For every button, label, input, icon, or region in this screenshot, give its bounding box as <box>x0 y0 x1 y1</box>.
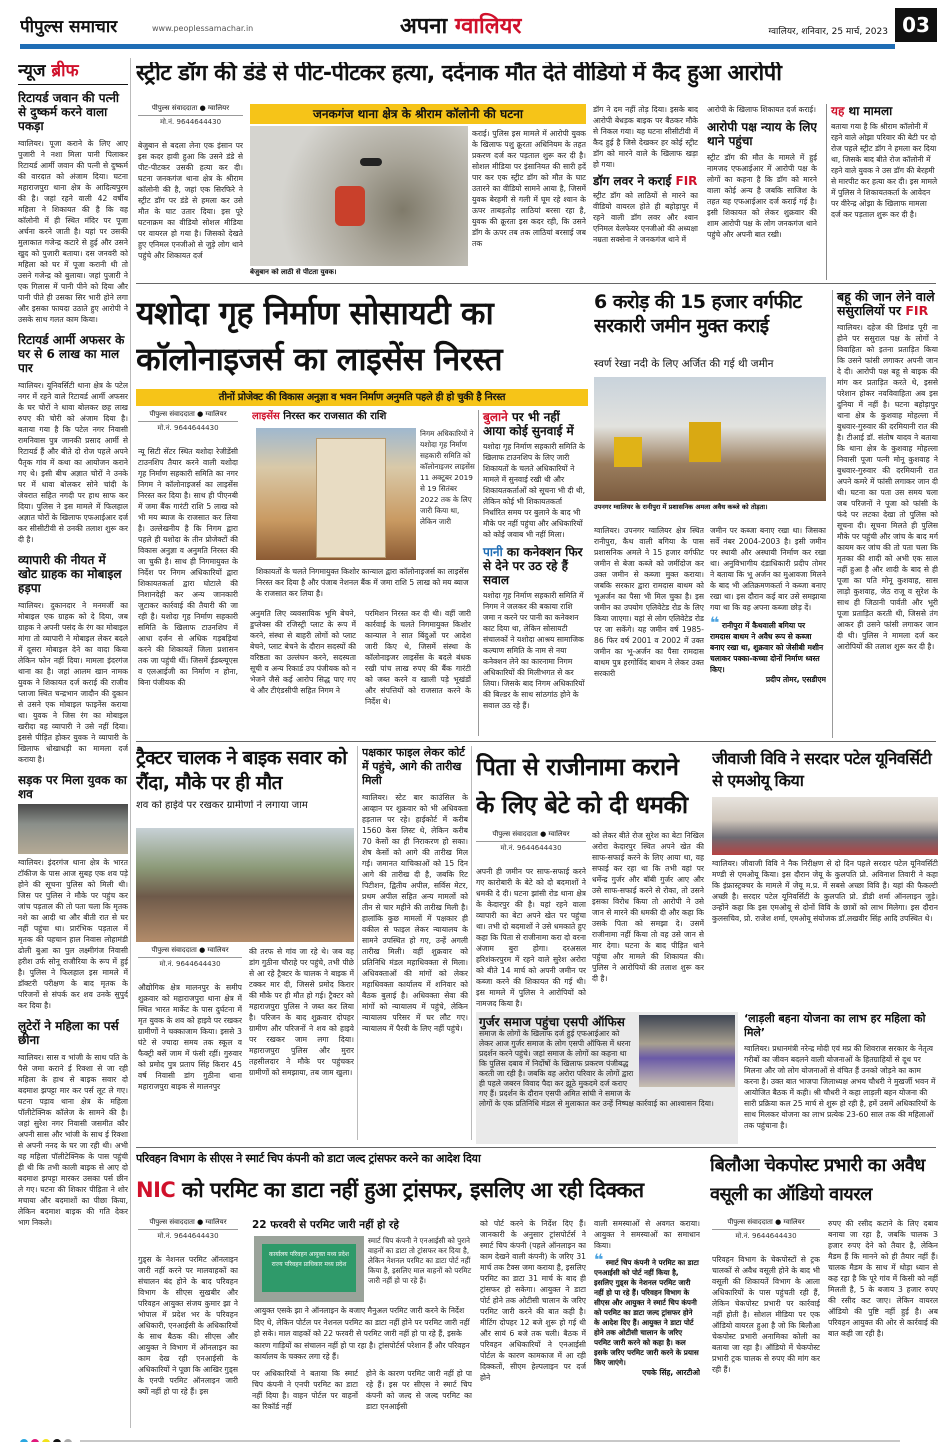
grey-mark <box>64 1439 72 1442</box>
dowry-story <box>832 290 938 738</box>
dog-sub-fir: डॉग लवर ने कराई FIR <box>593 174 698 188</box>
threat-headline: पिता से राजीनामा कराने के लिए बेटे को दी धमकी <box>476 753 688 819</box>
section-title-b: ग्वालियर <box>454 14 522 39</box>
brief-text: ग्वालियर। दुकानदार ने मनमर्जी का मोबाइल एक ग्राहक को दे दिया, जब ग्राहक ने अपनी पसंद के रंग का मोबाइल मांगा तो व्यापारी ने मोबाइल लेकर बदले में दूसरा मोबाइल देने का वादा किया लेकिन फोन नहीं दिया। मामला इंदरगंज थाना का है। जहां आलम खान नामक युवक ने शिकायत दर्ज कराई की राजीव प्लाजा स्थित चन्द्रभान जादौन की दुकान से उसने एक मोबाइल फाइनेंस कराया था। युवक ने जिस रंग का मोबाइल खरीदा वह व्यापारी ने उसे नहीं दिया। इससे पीड़ित होकर युवक ने व्यापारी के खिलाफ धोखाधड़ी का मामला दर्ज कराया है। <box>18 601 128 764</box>
nic-byline: पीपुल्स संवाददाता ● ग्वालियर मो.नं. 9644644430 <box>138 1218 238 1241</box>
nic-col4: को पोर्ट करने के निर्देश दिए हैं। जानकारी के अनुसार ट्रांसपोर्टर्स ने स्मार्ट चिप कंपनी (पहले ऑनलाइन का काम देखने वाली कंपनी) के जरिए 31 मार्च तक टैक्स जमा कराया है, इसलिए परमिट का डाटा 31 मार्च के बाद ही ट्रांसफर हो सकेगा। आयुक्त ने डाटा पोर्ट होने तक ओटीसी चालान के जरिए परमिट जारी करने की बात कही है। मीटिंग दोपहर 12 बजे शुरू हो गई थी और सायं 6 बजे तक चली। बैठक में परिवहन अधिकारियों ने एनआईसी पोर्टल के कारण कामकाज में आ रही दिक्कतों, सीएम हेल्पलाइन पर दर्ज होने <box>480 1219 586 1382</box>
section-rule <box>136 283 936 284</box>
threat-col1: अपनी ही जमीन पर साफ-सफाई करने गए कारोबारी के बेटे को दो बदमाशों ने धमकी दे दी। घटना झांसी रोड थाना क्षेत्र के केदारपुर की है। यहां रहने वाला व्यापारी का बेटा अपने खेत पर पहुंचा था। तभी दो बदमाशों ने उसे धमकाते हुए कहा कि पिता से राजीनामा करा दो वरना अंजाम बुरा होगा। दरअसल हरिशंकरपुरम में रहने वाले सुरेश अरोरा को बीते 14 मार्च को अपनी जमीन पर कब्जा करने की शिकायत की गई थी। इस मामले में पुलिस ने आरोपियों को नामजद किया है। <box>476 867 586 1008</box>
biloua-byline: पीपुल्स संवाददाता ● ग्वालियर मो.नं. 9644644430 <box>712 1218 820 1241</box>
column-divider <box>357 746 358 1140</box>
tractor-byline: पीपुल्स संवाददाता ● ग्वालियर मो.नं. 9644644430 <box>138 946 242 969</box>
yashoda-headline-1: यशोदा गृह निर्माण सोसायटी का <box>136 294 494 332</box>
nic-quote-by: एचके सिंह, आरटीओ <box>642 1368 700 1377</box>
transport-office-sign-photo <box>254 1236 364 1302</box>
land-col1: ग्वालियर। उपनगर ग्वालियर क्षेत्र स्थित रानीपुरा, कैथ वाली बगिया के पास प्रशासनिक अमले ने 15 हजार वर्गफीट जमीन से बेजा कब्जे को जमींदोज कर उक्त जमीन से कब्जा मुक्त कराया। जबकि सरकार द्वारा रामदास बाथम को भूअर्जन का पैसा भी मिल चुका है। इस जमीन का उपयोग एलिवेटेड रोड के लिए किया जाएगा। यहां से लोग एलिवेटेड रोड पर जा सकेंगे। यह जमीन वर्ष 1985-86 फिर वर्ष 2001 व 2002 में उक्त जमीन का भू-अर्जन का पैसा रामदास बाथम पुत्र हरगोविंद बाथम ने लेकर उक्त सरकारी <box>594 526 704 678</box>
biloua-headline: बिलौआ चेकपोस्ट प्रभारी का अवैध वसूली का ऑडियो वायरल <box>710 1155 925 1205</box>
yashoda-side-text2: यशोदा गृह निर्माण सहकारी समिति में निगम ने जलकर की बकाया राशि जमा न करने पर पानी का कनेक्शन काट दिया था, लेकिन सोसायटी संचालकों ने यशोदा आश्रय सामाजिक कल्याण समिति के नाम से नया कनेक्शन लेने का कारनामा निगम अधिकारियों की मिलीभगत से कर लिया। जिसके बाद निगम अधिकारियों की बिल्डर के साथ सांठगांठ होने के सवाल उठ रहे हैं। <box>483 591 585 710</box>
yashoda-photo-kicker: लाइसेंस निरस्त कर राजसात की राशि <box>252 411 387 422</box>
nic-box-side: स्मार्ट चिप कंपनी ने एनआईसी को पुराने वाहनों का डाटा तो ट्रांसफर कर दिया है, लेकिन नेशनल परमिट का डाटा पोर्ट नहीं किया है, इसलिए माल वाहनों को परमिट जारी नहीं हो पा रहे हैं। <box>368 1236 472 1285</box>
dog-col3b-text: स्ट्रीट डॉग को लाठियों से मारने का वीडियो वायरल होते ही बहोड़ापुर में रहने वाली डॉग लवर और श्वान एनिमल वेलफेयर एनजीओ की अध्यक्षा नम्रता सक्सेना ने जनकगंज थाने में <box>593 191 698 244</box>
person-shape <box>335 186 365 226</box>
biloua-col2: रुपए की रसीद कटाने के लिए दबाव बनाया जा रहा है, जबकि चालक 3 हजार रुपए देने को तैयार है, लेकिन मैडम हैं कि मानने को ही तैयार नहीं हैं। चालक मैडम के साथ में थोड़ा ध्यान से कह रहा है कि पूरे गांव में किसी को नहीं मिलती है, 5 के बजाय 3 हजार रुपए की रसीद कट जाए। लेकिन वायरल ऑडियो की पुष्टि नहीं हुई है। अब परिवहन आयुक्त की ओर से कार्रवाई की बात कही जा रही है। <box>828 1219 938 1338</box>
yashoda-side-sub2: पानी का कनेक्शन फिर से देने पर उठ रहे हैं सवाल <box>483 545 583 587</box>
yashoda-photo-under: शिकायतों के चलते निगमायुक्त किशोर कान्याल द्वारा कॉलोनाइजर्स का लाइसेंस निरस्त कर दिया है और पंजाब नेशनल बैंक में जमा राशि 5 लाख को मय ब्याज के राजसात कर लिया है। <box>256 567 469 598</box>
brief-title-a: न्यूज <box>18 61 46 81</box>
dog-col4a-text: आरोपी के खिलाफ शिकायत दर्ज कराई। <box>707 105 817 114</box>
tractor-col1: औद्योगिक क्षेत्र मालनपुर के समीप शुक्रवार को महाराजपुरा थाना क्षेत्र में स्थित भारत मार्केट के पास दुर्घटना में मृत युवक के शव को हाइवे पर रखकर ग्रामीणों ने चक्काजाम किया। इससे 3 घंटे से ज्यादा समय तक स्कूल व फैक्ट्री बसें जाम में फंसी रहीं। गुरुवार को प्रमोद पुत्र प्रताप सिंह किरार 45 वर्ष निवासी डांग गुठीना थाना महाराजपुरा बाइक से मालनपुर <box>138 983 242 1091</box>
threat-byline: पीपुल्स संवाददाता ● ग्वालियर मो.नं. 9644644430 <box>476 830 586 853</box>
dog-col2: कराई। पुलिस इस मामले में आरोपी युवक के खिलाफ पशु क्रूरता अधिनियम के तहत प्रकरण दर्ज कर पड़ताल शुरू कर दी है। सोशल मीडिया पर इंसानियत की सारी हदें पार कर एक स्ट्रीट डॉग को मौत के घाट उतारने का वीडियो सामने आया है, जिसमें युवक बेरहमी से गली में घूम रहे श्वान के ऊपर ताबड़तोड़ लाठियां बरसा रहा है, युवक की क्रूरता इस कदर रही, कि उसने डॉग के ऊपर तब तक लाठियां बरसाई जब तक <box>472 129 586 248</box>
jiwaji-headline: जीवाजी विवि ने सरदार पटेल यूनिवर्सिटी से एमओयू किया <box>712 749 932 790</box>
dog-shape <box>360 158 382 166</box>
gurjar-text: समाज के लोगों के खिलाफ दर्ज हुई एफआईआर को लेकर आज गुर्जर समाज के लोग एसपी ऑफिस में धरना प्रदर्शन करने पहुंचे। जहां समाज के लोगों का कहना था कि पुलिस दबाव में निर्दोषों के खिलाफ प्रकरण पंजीबद्ध करती जा रही है। जबकि वह अरोरा परिवार के लोगों द्वारा ही पहले जबरन विवाद पैदा कर झूठे मुकदमे दर्ज कराए गए हैं। प्रदर्शन के दौरान एसपी अमित सांघी ने समाज के लोगों के एक प्रतिनिधि मंडल से मुलाकात कर उन्हें निष्पक्ष कार्रवाई का आश्वासन दिया। <box>479 1029 714 1108</box>
threat-col2: को लेकर बीते रोज सुरेश का बेटा निखिल अरोरा केदारपुर स्थित अपने खेत की साफ-सफाई करने के लिए आया था, वह सफाई कर रहा था कि तभी वहां पर धर्मेन्द्र गुर्जर और बॉबी गुर्जर आए और उसे साफ-सफाई करने से रोका, तो उसने इसका विरोध किया तो आरोपी ने उसे जान से मारने की धमकी दी और कहा कि उसके पिता को समझा दे। उसमें राजीनामा नहीं किया तो वह उसे जान से मार देगा। घटना के बाद पीड़ित थाने पहुंचा और मामले की शिकायत की। पुलिस ने आरोपियों की तलाश शुरू कर दी है। <box>592 831 704 983</box>
dog-banner: जनकगंज थाना क्षेत्र के श्रीराम कॉलोनी की घटना <box>250 104 586 124</box>
yashoda-sidebar <box>478 410 586 736</box>
land-jcb-photo <box>594 377 826 501</box>
yashoda-side-text1: यशोदा गृह निर्माण सहकारी समिति के खिलाफ टाउनशिप के लिए जारी शिकायतों के चलते अधिकारियों ने मामले में सुनवाई रखी थी और शिकायतकर्ताओं को सूचना भी दी थी, लेकिन कोई भी शिकायतकर्ता निर्धारित समय पर बुलाने के बाद भी मौके पर नहीं पहुंचा और अधिकारियों को कोई जवाब भी नहीं मिला। <box>483 442 586 539</box>
dog-col3 <box>593 104 698 280</box>
biloua-col1: परिवहन विभाग के चेकपोस्टों से ट्रक चालकों से अवैध वसूली होने के बाद भी वसूली की शिकायतें विभाग के आला अधिकारियों के पास पहुंचती रही हैं, लेकिन चेकपोस्ट प्रभारी पर कार्रवाई नहीं होती है। सोशल मीडिया पर एक ऑडियो वायरल हुआ है जो कि बिलौआ चेकपोस्ट प्रभारी अनामिका कोली का बताया जा रहा है। ऑडियो में चेकपोस्ट प्रभारी ट्रक चालक से रुपए की मांग कर रही हैं। <box>712 1255 820 1374</box>
gurjar-protest-photo <box>639 1015 735 1087</box>
land-quote-by: प्रदीप तोमर, एसडीएम <box>765 675 826 684</box>
nic-col2: पर अधिकारियों ने बताया कि स्मार्ट चिप कंपनी ने एनपी परमिट का डाटा नहीं दिया है। वाहन पोर्टल पर वाहनों का रिकॉर्ड नहीं <box>252 1369 358 1411</box>
yashoda-col3: परमिशन निरस्त कर दी थी। वहीं जारी कार्रवाई के चलते निगमायुक्त किशोर कान्याल ने सात बिंदुओं पर आदेश जारी किए थे, जिसमें संस्था के कॉलोनाइजर लाइसेंस के बदले बंधक रखी पांच लाख रुपए की बैंक गारंटी को जब्त करने व खाली पड़े भूखंडों और संपत्तियों को राजसात करने के निर्देश थे। <box>365 609 471 706</box>
news-brief-title <box>18 58 128 85</box>
column-divider <box>130 58 131 1428</box>
yashoda-photo-side: निगम अधिकारियों ने यशोदा गृह निर्माण सहकारी समिति को कॉलोनाइजर लाइसेंस 11 अक्टूबर 2019 से 19 सितंबर 2022 तक के लिए जारी किया था, लेकिन जारी <box>420 429 475 526</box>
section-title <box>400 10 620 40</box>
brief-headline: रिटायर्ड आर्मी अफसर के घर से 6 लाख का माल पार <box>18 333 125 375</box>
tractor-col2: की तरफ से गांव जा रहे थे। जब वह डांग गुठीना चौराहे पर पहुंचे, तभी पीछे से आ रहे ट्रैक्टर के चालक ने बाइक में टक्कर मार दी, जिससे प्रमोद किरार की मौके पर ही मौत हो गई। ट्रैक्टर को महाराजपुरा पुलिस ने जब्त कर लिया है। परिजन के बाद शुक्रवार दोपहर ग्रामीण और परिजनों ने शव को हाइवे पर रखकर जाम लगा दिया। महाराजपुरा पुलिस और मुरार तहसीलदार ने मौके पर पहुंचकर ग्रामीणों को समझाया, तब जाम खुला। <box>249 947 354 1077</box>
tractor-protest-photo <box>136 828 354 942</box>
cyan-mark <box>20 1439 28 1442</box>
magenta-mark <box>31 1439 39 1442</box>
nic-col1: गुड्स के नेशनल परमिट ऑनलाइन जारी नहीं करने पर मालवाहकों का संचालन बंद होने के बाद परिवहन विभाग के सीएस सुखबीर और परिवहन आयुक्त संजय कुमार झा ने भोपाल में प्रदेश भर के परिवहन अधिकारी, एनआईसी के अधिकारियों के साथ बैठक की। सीएस और आयुक्त ने विभाग में ऑनलाइन का काम देख रही एनआईसी के अधिकारियों ने पूछा कि आखिर गुड्स के एनपी परमिट ऑनलाइन जारी क्यों नहीं हो पा रहे हैं। इस <box>138 1255 238 1396</box>
brief-text: ग्वालियर। यूनिवर्सिटी थाना क्षेत्र के पटेल नगर में रहने वाले रिटायर्ड आर्मी अफसर के घर चोरों ने धावा बोलकर छह लाख रुपए की चोरी को अंजाम दिया है। बताया गया है कि पटेल नगर निवासी रामनिवास पुत्र जानकी प्रसाद आर्मी से रिटायर्ड हैं और बीते दो रोज पहले अपने पैतृक गांव में कथा का आयोजन कराने गए थे। इसी बीच अज्ञात चोरों ने उनके घर में धावा बोलकर सोने चांदी के जेवरात सहित नगदी पर हाथ साफ कर दिया। पुलिस ने इस मामले में फिलहाल अज्ञात चोरों के खिलाफ एफआईआर दर्ज कर सीसीटीवी से उनकी तलाश शुरू कर दी है। <box>18 381 128 544</box>
yashoda-col1: न्यू सिटी सेंटर स्थित यशोदा रेजीडेंसी टाउनशिप तैयार करने वाली यशोदा गृह निर्माण सहकारी समिति का नगर निगम ने कॉलोनाइजर्स का लाइसेंस निरस्त कर दिया है। साथ ही पीएनबी में जमा बैंक गारंटी राशि 5 लाख को भी मय ब्याज के राजसात कर लिया है। उल्लेखनीय है कि निगम द्वारा पहले ही यशोदा के तीन प्रोजेक्टों की विकास अनुज्ञा व अनुमति निरस्त की जा चुकी है। साथ ही निगमायुक्त के निर्देश पर निगम अधिकारियों द्वारा शिकायतकर्ता द्वारा घोटाले की निशानदेही कर अन्य जानकारी जुटाकर कार्रवाई की तैयारी की जा रही है। यशोदा गृह निर्माण सहकारी समिति के खिलाफ टाउनशिप में आधा दर्जन से अधिक गड़बड़ियां करने की शिकायतें जिला प्रशासन तक जा पहुंची थीं। जिसमें ईडब्ल्यूएस व एलआईजी का निर्माण न होना, बिना पंजीयक की <box>138 447 238 687</box>
quote-icon: ❝ <box>594 1250 604 1269</box>
page-number: 03 <box>895 8 937 42</box>
jcb-shape <box>614 437 642 467</box>
dog-sidebar <box>826 104 938 280</box>
land-headline: 6 करोड़ की 15 हजार वर्गफीट सरकारी जमीन मुक्त कराई <box>594 291 802 337</box>
section-rule <box>136 741 936 742</box>
dateline: ग्वालियर, शनिवार, 25 मार्च, 2023 <box>768 27 888 37</box>
court-text: ग्वालियर। स्टेट बार काउंसिल के आव्हान पर शुक्रवार को भी अधिवक्ता हड़ताल पर रहे। हाईकोर्ट में करीब 1560 केस लिस्ट थे, लेकिन करीब 70 केसों का ही निराकरण हो सका। शेष केसों को आगे की तारीख मिल गई। जमानत याचिकाओं को 15 दिन आगे की तारीख दी है, जबकि रिट पिटीशन, द्वितीय अपील, सर्विस मेटर, प्रथम अपील सहित अन्य मामलों को तीन से चार महीने की तारीख मिली है। हालांकि कुछ मामलों में पक्षकार ही वकील से फाइल लेकर न्यायालय के सामने उपस्थित हो गए, उन्हें अगली तारीख मिली। वहीं शुक्रवार को प्रतिनिधि मंडल महाधिवक्ता से मिला। अधिवक्ताओं की मांगों को लेकर महाधिवक्ता कार्यालय में शनिवार को बैठक बुलाई है। अधिवक्ता सेवा की मांगों को न्यायालय में पहुंचे, लेकिन न्यायालय परिसर में घर लौट गए। न्यायालय में पैरवी के लिए नहीं पहुंचे। <box>362 793 468 1033</box>
tractor-headline: ट्रैक्टर चालक ने बाइक सवार को रौंदा, मौके पर ही मौत <box>136 747 347 794</box>
gurjar-headline: गुर्जर समाज पहुंचा एसपी ऑफिस <box>479 1015 625 1029</box>
office-sign: कार्यालय परिवहन आयुक्त मध्य प्रदेश राज्य परिवहन प्राधिकार मध्य प्रदेश <box>262 1244 356 1292</box>
yashoda-side-sub1: बुलाने पर भी नहीं आया कोई सुनवाई में <box>483 410 574 438</box>
nic-box-kicker: 22 फरवरी से परमिट जारी नहीं हो रहे <box>252 1219 399 1231</box>
yashoda-byline: पीपुल्स संवाददाता ● ग्वालियर मो.नं. 9644644430 <box>138 410 238 433</box>
dog-col3-text: डॉग ने दम नहीं तोड़ दिया। इसके बाद आरोपी बेधड़क बाइक पर बैठकर मौके से निकल गया। यह घटना सीसीटीवी में कैद हुई है जिसे देखकर हर कोई स्ट्रीट डॉग को मारने वाले के खिलाफ खड़ा हो गया। <box>593 105 698 169</box>
ladli-text: ग्वालियर। प्रधानमंत्री नरेन्द्र मोदी एवं मप्र की शिवराज सरकार के नेतृत्व गरीबों का जीवन बदलने वाली योजनाओं के हितग्राहियों से दूथ पर मिलना और जो लोग योजनाओं से वंचित हैं उनको जोड़ने का काम करना है। उक्त बात भाजपा जिलाध्यक्ष अभय चौधरी ने मुखर्जी भवन में आयोजित बैठक में कही। श्री चौधरी ने कहा लाड़ली बहन योजना की सारी प्रक्रिया कल 25 मार्च से शुरू हो रही है, हमें उसमें अधिकारियों के साथ मिलकर योजना का लाभ प्रत्येक 23-60 साल तक की महिलाओं तक पहुंचाना है। <box>744 1044 936 1130</box>
court-headline: पक्षकार फाइल लेकर कोर्ट में पहुंचे, आगे की तारीख मिली <box>362 746 465 787</box>
dog-headline: स्ट्रीट डॉग की डंडे से पीट-पीटकर हत्या, दर्दनाक मौत देते वीडियो में कैद हुआ आरोपी <box>136 62 782 86</box>
land-quote: ❝ रानीपुरा में कैथवाली बगिया पर रामदास बाथम ने अवैध रूप से कब्जा बनाए रखा था, शुक्रवार को जेसीबी मशीन चलाकर पक्का-कच्चा दोनों निर्माण ध्वस्त किए। <box>710 613 824 674</box>
masthead-logo[interactable]: पीपुल्स समाचार <box>20 17 118 37</box>
masthead-url[interactable]: www.peoplessamachar.in <box>152 24 254 33</box>
dowry-headline: बहू की जान लेने वाले ससुरालियों पर FIR <box>837 290 935 318</box>
tractor-subhead: शव को हाईवे पर रखकर ग्रामीणों ने लगाया जाम <box>136 800 308 811</box>
land-photo-caption: उपनगर ग्वालियर के रानीपुरा में प्रशासनिक अमला अवैध कब्जे को तोड़ता। <box>594 503 768 511</box>
nic-headline-black: को परमिट का डाटा नहीं हुआ ट्रांसफर, इसलिए आ रही दिक्कत <box>182 1178 644 1202</box>
brief-headline: रिटायर्ड जवान की पत्नी से दुष्कर्म करने वाला पकड़ा <box>18 91 120 133</box>
land-col2 <box>710 525 826 736</box>
column-divider <box>471 746 472 1140</box>
building-shape <box>316 438 386 558</box>
ladli-headline: ‘लाड़ली बहना योजना का लाभ हर महिला को मिले’ <box>744 1012 926 1039</box>
nic-quote: ❝ स्मार्ट चिप कंपनी ने परमिट का डाटा एनआईसी को पोर्ट नहीं किया है, इसलिए गुड्स के नेशनल परमिट जारी नहीं हो पा रहे हैं। परिवहन विभाग के सीएस और आयुक्त ने स्मार्ट चिप कंपनी को परमिट का डाटा जल्द ट्रांसफर होने के आदेश दिए हैं। आयुक्त ने डाटा पोर्ट होने तक ओटीसी चालान के जरिए परमिट जारी करने को कहा है। कल इसके जरिए परमिट जारी करने के प्रयास किए जाएंगे। <box>594 1250 699 1367</box>
land-col2-text: जमीन पर कब्जा बनाए रखा था। जिसका सर्वे नंबर 2004-2003 है। इसी जमीन पर स्थायी और अस्थायी निर्माण कर रखा था। अनुविभागीय दंडाधिकारी प्रदीप तोमर ने बताया कि भू अर्जन का मुआवजा मिलने के बाद भी अतिक्रमणकर्ता ने कब्जा बनाए रखा था। इस दौरान कई बार उसे समझाया गया था कि वह अपना कब्जा छोड़ दें। <box>710 526 826 612</box>
brief-text: ग्वालियर। पूजा कराने के लिए आए पुजारी ने नशा मिला पानी पिलाकर रिटायर्ड आर्मी जवान की पत्नी से दुष्कर्म की वारदात को अंजाम दिया। घटना महाराजपुरा थाना क्षेत्र के आदित्यपुरम की है। जहां रहने वाली 42 वर्षीय महिला ने शिकायत की है कि वह कॉलोनी में ही स्थित मंदिर पर पूजा अर्चना करने जाती है। यहां पर उसकी मुलाकात गजेन्द्र कटारे से हुई और उसने खुद को पुजारी बताया। दस जनवरी को महिला को घर में पूजा करानी थी तो उसने गजेन्द्र को बुलाया। जहां पुजारी ने एक गिलास में पानी पीने को दिया और पानी पीते ही उसका सिर भारी होने लगा और इसका फायदा उठाते हुए आरोपी ने उसके साथ गलत काम किया। <box>18 139 128 324</box>
news-brief-column <box>18 58 128 1428</box>
yashoda-headline <box>136 290 588 386</box>
section-rule <box>136 1147 936 1148</box>
print-registration-bar <box>20 1432 940 1442</box>
brief-headline: सड़क पर मिला युवक का शव <box>18 773 127 801</box>
yashoda-building-photo <box>256 428 416 560</box>
jiwaji-text: ग्वालियर। जीवाजी विवि ने नैक निरीक्षण से दो दिन पहले सरदार पटेल यूनिवर्सिटी मण्डी से एमओयू किया। इस दौरान जेयू के कुलपति प्रो. अविनाश तिवारी ने कहा कि इंफ्रास्ट्रक्चर के मामले में जेयू म.प्र. में सबसे अच्छा विवि है। यहां की फैकल्टी अच्छी है। सरदार पटेल यूनिवर्सिटी के कुलपति प्रो. डीडी शर्मा ऑनलाइन जुड़े। उन्होंने कहा कि इस एमओयू से दोनों विवि के छात्रों को लाभ मिलेगा। इस दौरान कुलसचिव, प्रो. राजेश शर्मा, एमओयू संयोजक डॉ.लखवीर सिंह आदि उपस्थित थे। <box>712 859 938 923</box>
dog-sidebar-text: बताया गया है कि श्रीराम कॉलोनी में रहने वाले ओझा परिवार की बेटी पर दो रोज पहले स्ट्रीट डॉग ने हमला कर दिया था, जिसके बाद बीते रोज कॉलोनी में रहने वाले युवक ने उस डॉग की बेरहमी से मारपीट कर हत्या कर दी। इस मामले में पुलिस ने शिकायतकर्ता के आवेदन पर वीरेन्द्र ओझा के खिलाफ मामला दर्ज कर पड़ताल शुरू कर दी है। <box>831 122 938 219</box>
dog-col4b-text: स्ट्रीट डॉग की मौत के मामले में हुई नामजद एफआईआर में आरोपी पक्ष के लोगों का कहना है कि डॉग को मारने वाला कोई अन्य है जबकि साजिश के तहत यह एफआईआर दर्ज कराई गई है। इसी शिकायत को लेकर शुक्रवार की शाम आरोपी पक्ष के लोग जनकगंज थाने पहुंचे और अपनी बात रखी। <box>707 153 817 239</box>
nic-headline-red: NIC <box>136 1178 176 1202</box>
brief-headline: लुटेरों ने महिला का पर्स छीना <box>18 1019 119 1047</box>
yashoda-col2: अनुमति लिए व्यवसायिक भूमि बेचने, डुप्लेक्स की रजिस्ट्री प्लाट के रूप में करने, संस्था से बाहरी लोगों को प्लाट बेचने, प्लाट बेचने के दौरान सदस्यों की वरिष्ठता का उल्लंघन करने, सदस्यता सूची व अन्य रिकार्ड उप पंजीयक को न भेजने जैसे कई आरोप सिद्ध पाए गए थे और टीएंडसीपी सहित निगम ने <box>250 609 356 695</box>
dog-sub-accused: आरोपी पक्ष न्याय के लिए थाने पहुंचा <box>707 120 817 148</box>
nic-col5-text: वाली समस्याओं से अवगत कराया। आयुक्त ने समस्याओं का समाधान किया। <box>594 1219 700 1250</box>
nic-kicker: परिवहन विभाग के सीएस ने स्मार्ट चिप कंपनी को डाटा जल्द ट्रांसफर करने का आदेश दिया <box>136 1152 481 1165</box>
jcb-shape <box>689 422 721 462</box>
quote-icon: ❝ <box>710 613 720 632</box>
jiwaji-mou-photo <box>712 797 938 855</box>
dog-col1: बेजुबान से बदला लेना एक इंसान पर इस कदर हावी हुआ कि उसने डंडे से पीट-पीटकर उसकी हत्या कर दी। घटना जनकगंज थाना क्षेत्र के श्रीराम कॉलोनी की है, जहां एक सिरफिरे ने स्ट्रीट डॉग पर डंडे से हमला कर उसे मौत के घाट उतार दिया। इस पूरे घटनाक्रम का वीडियो सोशल मीडिया पर वायरल हो गया है। जिसको देखते हुए एनिमल एनजीओ से जुड़े लोग थाने पहुंचे और शिकायत दर्ज <box>138 141 243 260</box>
section-title-a: अपना <box>400 14 448 39</box>
land-subhead: स्वर्ण रेखा नदी के लिए अर्जित की गई थी जमीन <box>594 358 774 370</box>
dog-sidebar-title: यह था मामला <box>831 104 893 118</box>
ladli-story <box>744 1012 938 1144</box>
brief-title-b: ब्रीफ <box>51 61 79 81</box>
black-mark <box>53 1439 61 1442</box>
yellow-mark <box>42 1439 50 1442</box>
masthead-rule <box>20 44 895 49</box>
body-found-photo <box>18 804 128 854</box>
yashoda-headline-2: कॉलोनाइजर्स का लाइसेंस निरस्त <box>136 340 503 378</box>
brief-headline: व्यापारी की नीयत में खोट ग्राहक का मोबाइल हड़पा <box>18 553 122 595</box>
dowry-text: ग्वालियर। दहेज की डिमांड पूरी ना होने पर ससुराल पक्ष के लोगों ने विवाहिता को इतना प्रताड़ित किया कि उसने फांसी लगाकर अपनी जान दे दी। आरोपी पक्ष बहू से बाइक की मांग कर प्रताड़ित करते थे, इससे परेशान होकर नवविवाहिता अब इस दुनिया में नहीं है। घटना बहोड़ापुर थाना क्षेत्र के कुशवाह मोहल्ला में बुधवार-गुरुवार की दरमियानी रात की है। टीआई डॉ. संतोष यादव ने बताया कि थाना क्षेत्र के कुशवाह मोहल्ला निवासी पूजा पत्नी मोनू कुशवाह ने बुधवार-गुरुवार की दरमियानी रात अपने कमरे में फांसी लगाकर जान दी थी। घटना का पता उस समय चला जब परिजनों ने पूजा को फांसी के फंदे पर लटका देखा तो पुलिस को सूचना दी। सूचना मिलते ही पुलिस मौके पर पहुंची और जांच के बाद मर्ग कायम कर जांच की तो पता चला कि मृतका की शादी को अभी एक साल नहीं हुआ है और शादी के बाद से ही पूजा का पति मोनू कुशवाह, सास लाड़ो कुशवाह, जेठ राजू व सुरेश के साथ ही जिठानी पार्वती और भूरी पूजा प्रताड़ित करती थी, जिससे तंग आकर ही उसने फांसी लगाकर जान दी थी। पुलिस ने मामला दर्ज कर आरोपियों की तलाश शुरू कर दी है। <box>837 323 938 651</box>
dog-col4 <box>707 104 817 280</box>
nic-box-under: आयुक्त एसके झा ने ऑनलाइन के बजाए मैनुअल परमिट जारी करने के निर्देश दिए थे, लेकिन पोर्टल पर नेशनल परमिट का डाटा नहीं होने पर परमिट जारी नहीं हो सके। माल वाहकों को 22 फरवरी से परमिट जारी नहीं हो पा रहे हैं, इसके कारण गाड़ियों का संचालन नहीं हो पा रहा है। ट्रांसपोर्टर्स परेशान हैं और परिवहन कार्यालय के चक्कर लगा रहे हैं। <box>254 1306 470 1361</box>
dog-video-photo <box>250 126 468 266</box>
registration-line <box>80 1440 900 1442</box>
nic-col3: होने के कारण परमिट जारी नहीं हो पा रहे हैं। इस पर सीएस ने स्मार्ट चिप कंपनी को जल्द से जल्द परमिट का डाटा एनआईसी <box>366 1369 472 1411</box>
brief-text: ग्वालियर। सास व भांजी के साथ पति के पैसे जमा कराने ई रिक्शा से जा रही महिला के हाथ से बाइक सवार दो बदमाश झपट्टा मार कर पर्स लूट ले गए। घटना पड़ाव थाना क्षेत्र के महिला पॉलीटेक्निक कॉलेज के सामने की है। जहां सुरेश नगर निवासी जसमीत कौर अपनी सास और भांजी के साथ ई रिक्शा से अपनी ननद के घर जा रही थी। अभी वह महिला पॉलीटेक्निक के पास पहुंची ही थी कि तभी काली बाइक से आए दो बदमाश झपट्टा मारकर उसका पर्स छीन ले गए। घटना की शिकार पीड़िता ने शोर मचाया और बदमाशों का पीछा किया, लेकिन बदमाश बाइक की गति देकर भाग निकले। <box>18 1053 128 1227</box>
brief-text: ग्वालियर। इंदरगंज थाना क्षेत्र के भारत टॉकीज के पास आज सुबह एक शव पड़े होने की सूचना पुलिस को मिली थी। जिस पर पुलिस ने मौके पर पहुंच कर जांच पड़ताल की तो पता चला कि मृतक नशे का आदी था और बीती रात से घर नहीं पहुंचा था। प्रारंभिक पड़ताल में मृतक की पहचान हाल निवास लोहामंडी ढोली बुआ का पुल लक्ष्मीगंज निवासी हरीश उर्फ सोनू राजौरिया के रूप में हुई है। पुलिस ने फिलहाल इस मामले में डॉक्टरी परीक्षण के बाद मृतक के परिजनों से संपर्क कर शव उनके सुपुर्द कर दिया है। <box>18 858 128 1010</box>
yashoda-strap: तीनों प्रोजेक्ट की विकास अनुज्ञा व भवन निर्माण अनुमति पहले ही हो चुकी है निरस्त <box>136 389 588 406</box>
nic-headline <box>136 1172 702 1212</box>
dog-byline: पीपुल्स संवाददाता ● ग्वालियर मो.नं. 9644644430 <box>138 104 243 127</box>
gurjar-box <box>476 1012 738 1144</box>
dog-photo-caption: बेजुबान को लाठी से पीटता युवक। <box>250 268 337 276</box>
nic-col5 <box>594 1218 700 1430</box>
court-story <box>362 746 468 1140</box>
